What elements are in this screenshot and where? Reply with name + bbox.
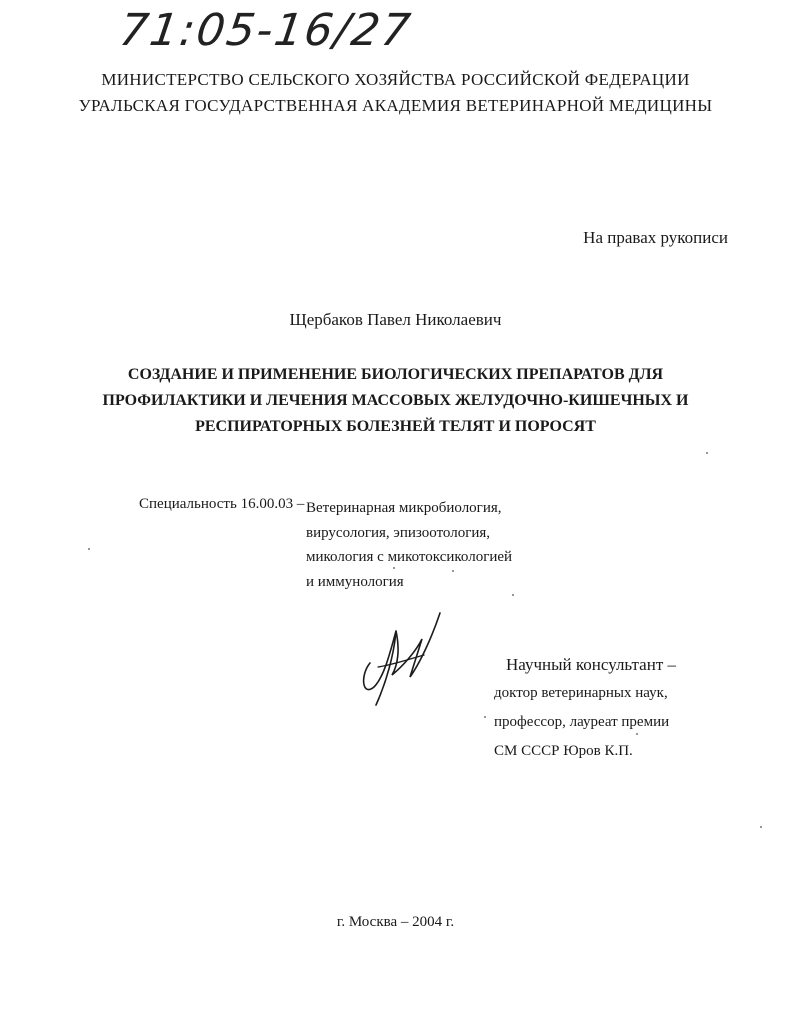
specialty-line: вирусология, эпизоотология,	[306, 524, 491, 541]
specialty-description	[306, 496, 512, 594]
consultant-line: профессор, лауреат премии	[494, 714, 670, 730]
ministry-name: МИНИСТЕРСТВО СЕЛЬСКОГО ХОЗЯЙСТВА РОССИЙСКОЙ ФЕДЕРАЦИИ	[101, 70, 690, 89]
signature-icon	[352, 605, 452, 710]
scan-speck	[706, 452, 708, 454]
specialty-label: Специальность 16.00.03 –	[139, 496, 305, 512]
consultant-heading: Научный консультант –	[506, 655, 676, 674]
thesis-title-line: РЕСПИРАТОРНЫХ БОЛЕЗНЕЙ ТЕЛЯТ И ПОРОСЯТ	[195, 418, 596, 435]
scan-speck	[760, 826, 762, 828]
scan-speck	[484, 716, 486, 718]
consultant-line: доктор ветеринарных наук,	[494, 685, 668, 701]
handwritten-catalog-number: 71:05-16/27	[116, 5, 416, 56]
specialty-line: Ветеринарная микробиология,	[306, 500, 502, 516]
scan-speck	[88, 548, 90, 550]
specialty-line: и иммунология	[306, 573, 404, 590]
scan-speck	[393, 567, 395, 569]
thesis-title-line: ПРОФИЛАКТИКИ И ЛЕЧЕНИЯ МАССОВЫХ ЖЕЛУДОЧНО-КИШЕЧНЫХ И	[102, 392, 689, 409]
place-and-year: г. Москва – 2004 г.	[336, 914, 455, 930]
rights-note: На правах рукописи	[583, 228, 728, 247]
academy-name: УРАЛЬСКАЯ ГОСУДАРСТВЕННАЯ АКАДЕМИЯ ВЕТЕРИНАРНОЙ МЕДИЦИНЫ	[78, 96, 713, 115]
specialty-line: микология с микотоксикологией	[306, 549, 513, 565]
consultant-line: СМ СССР Юров К.П.	[494, 743, 633, 759]
thesis-title	[0, 362, 791, 440]
scan-speck	[452, 570, 454, 572]
thesis-title-line: СОЗДАНИЕ И ПРИМЕНЕНИЕ БИОЛОГИЧЕСКИХ ПРЕПАРАТОВ ДЛЯ	[127, 366, 664, 383]
scan-speck	[636, 733, 638, 735]
author-name: Щербаков Павел Николаевич	[289, 310, 502, 329]
scan-speck	[512, 594, 514, 596]
scientific-consultant	[494, 650, 676, 766]
